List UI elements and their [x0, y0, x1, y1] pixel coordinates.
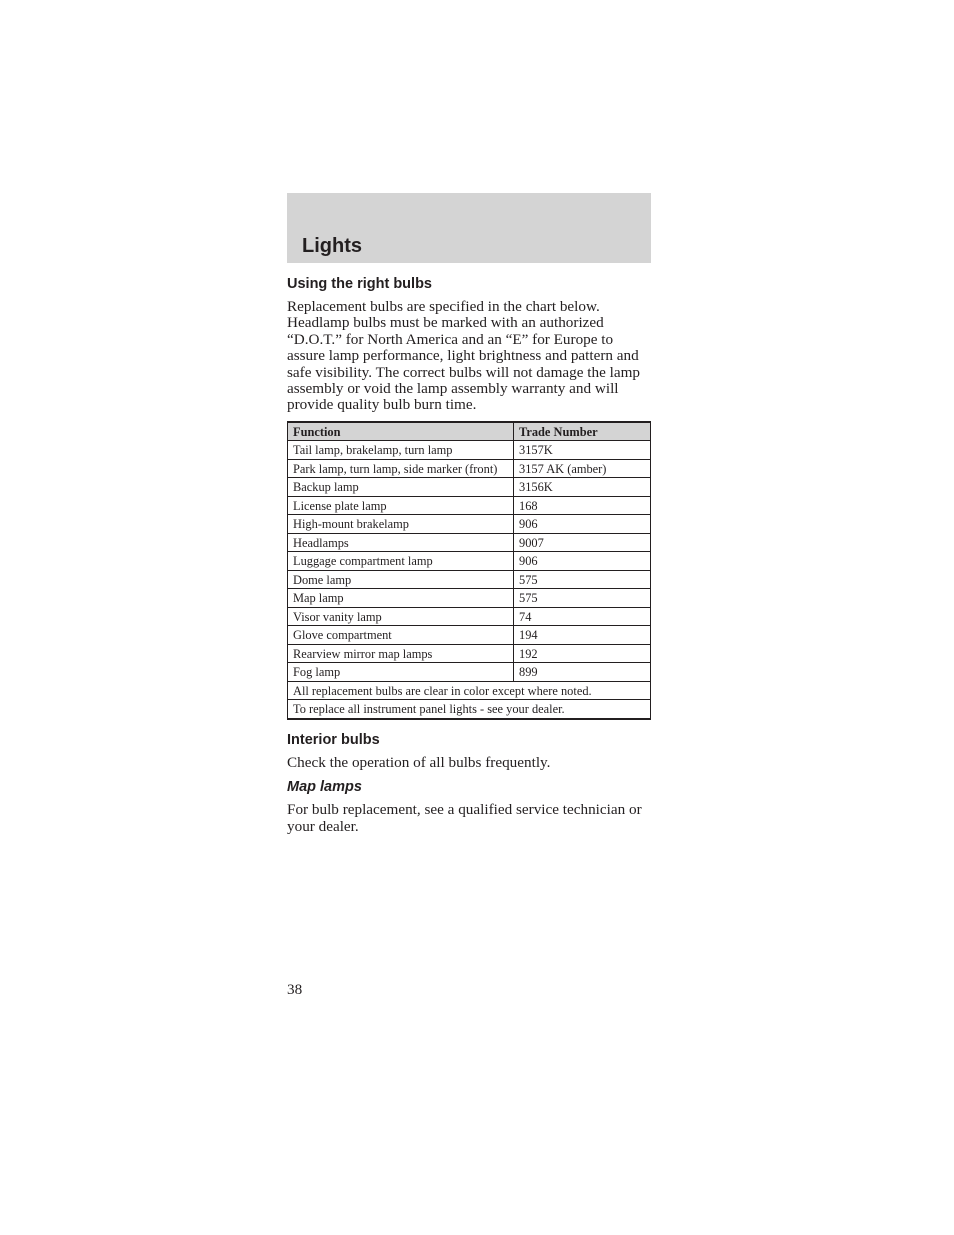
trade-number-cell: 575 [514, 570, 651, 589]
interior-bulbs-paragraph: Check the operation of all bulbs frequently. [287, 753, 551, 771]
map-lamps-paragraph: For bulb replacement, see a qualified service technician or your dealer. [287, 801, 642, 835]
using-bulbs-paragraph: Replacement bulbs are specified in the chart below. Headlamp bulbs must be marked with an authorized “D.O.T.” for North America and an “E” for Europe to assure lamp performance, light brightness and pattern and safe visibility. The correct bulbs will not damage the lamp assembly or void the lamp assembly warranty and will provide quality bulb burn time. [287, 298, 641, 414]
table-row [288, 533, 651, 552]
table-note: To replace all instrument panel lights - see your dealer. [288, 700, 651, 719]
function-cell: Map lamp [288, 589, 514, 608]
function-cell: High-mount brakelamp [288, 515, 514, 534]
section-header [287, 193, 651, 263]
table-row [288, 552, 651, 571]
table-note: All replacement bulbs are clear in color except where noted. [288, 681, 651, 700]
trade-number-cell: 192 [514, 644, 651, 663]
function-cell: Visor vanity lamp [288, 607, 514, 626]
table-note-row [288, 681, 651, 700]
function-cell: Rearview mirror map lamps [288, 644, 514, 663]
page-content [287, 275, 651, 835]
page-number: 38 [287, 981, 303, 998]
trade-number-cell: 168 [514, 496, 651, 515]
trade-number-cell: 9007 [514, 533, 651, 552]
header-trade-number: Trade Number [514, 422, 651, 441]
trade-number-cell: 194 [514, 626, 651, 645]
trade-number-cell: 906 [514, 552, 651, 571]
bulb-chart [287, 421, 651, 720]
function-cell: Backup lamp [288, 478, 514, 497]
table-row [288, 478, 651, 497]
trade-number-cell: 3157 AK (amber) [514, 459, 651, 478]
table-row [288, 496, 651, 515]
table-row [288, 607, 651, 626]
function-cell: Fog lamp [288, 663, 514, 682]
trade-number-cell: 575 [514, 589, 651, 608]
section-title: Lights [302, 235, 362, 257]
function-cell: Tail lamp, brakelamp, turn lamp [288, 441, 514, 460]
header-function: Function [288, 422, 514, 441]
function-cell: Dome lamp [288, 570, 514, 589]
trade-number-cell: 899 [514, 663, 651, 682]
map-lamps-heading: Map lamps [287, 779, 362, 796]
table-row [288, 441, 651, 460]
trade-number-cell: 906 [514, 515, 651, 534]
trade-number-cell: 74 [514, 607, 651, 626]
table-header-row [288, 422, 651, 441]
function-cell: Park lamp, turn lamp, side marker (front) [288, 459, 514, 478]
table-row [288, 589, 651, 608]
function-cell: Glove compartment [288, 626, 514, 645]
trade-number-cell: 3157K [514, 441, 651, 460]
function-cell: License plate lamp [288, 496, 514, 515]
table-row [288, 663, 651, 682]
function-cell: Headlamps [288, 533, 514, 552]
table-row [288, 459, 651, 478]
function-cell: Luggage compartment lamp [288, 552, 514, 571]
table-row [288, 626, 651, 645]
table-row [288, 515, 651, 534]
table-row [288, 570, 651, 589]
using-bulbs-heading: Using the right bulbs [287, 276, 432, 292]
trade-number-cell: 3156K [514, 478, 651, 497]
table-note-row [288, 700, 651, 719]
table-row [288, 644, 651, 663]
interior-bulbs-heading: Interior bulbs [287, 731, 380, 748]
